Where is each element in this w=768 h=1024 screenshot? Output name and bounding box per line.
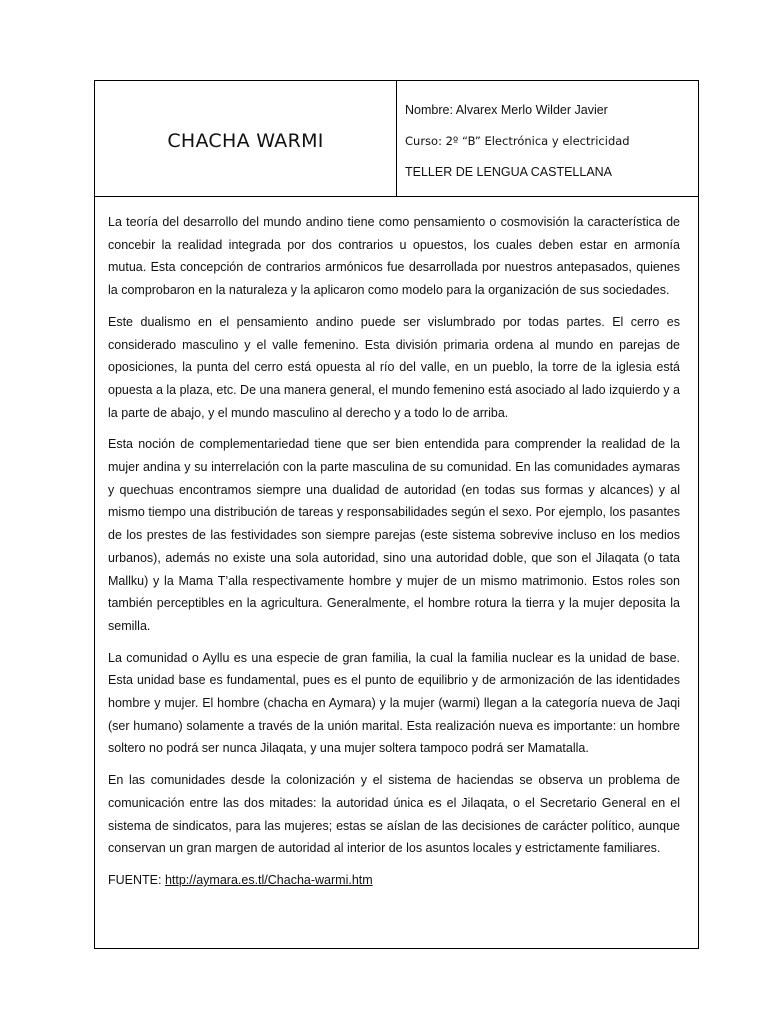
student-name: Nombre: Alvarex Merlo Wilder Javier bbox=[405, 103, 608, 117]
document-body bbox=[108, 211, 680, 891]
title-cell bbox=[95, 81, 397, 196]
student-info bbox=[405, 103, 695, 196]
paragraph-2: Este dualismo en el pensamiento andino puede ser vislumbrado por todas partes. El cerro es considerado masculino y el valle femenino. Esta división primaria ordena al mundo en parejas de oposiciones, la punta del cerro está opuesta al río del valle, en un pueblo, la torre de la iglesia está opuesta a la plaza, etc. De una manera general, el mundo femenino está asociado al lado izquierdo y a la parte de abajo, y el mundo masculino al derecho y a todo lo de arriba. bbox=[108, 314, 680, 420]
paragraph-1: La teoría del desarrollo del mundo andino tiene como pensamiento o cosmovisión la característica de concebir la realidad integrada por dos contrarios u opuestos, los cuales deben estar en armonía mutua. Esta concepción de contrarios armónicos fue desarrollada por nuestros antepasados, quienes la comprobaron en la naturaleza y la aplicaron como modelo para la organización de sus sociedades. bbox=[108, 215, 680, 298]
paragraph-5: En las comunidades desde la colonización y el sistema de haciendas se observa un problema de comunicación entre las dos mitades: la autoridad única es el Jilaqata, o el Secretario General en el sistema de sindicatos, para las mujeres; estas se aíslan de las decisiones de carácter político, aunque conservan un gran margen de autoridad al interior de los asuntos locales y estrictamente familiares. bbox=[108, 773, 680, 856]
paragraph-3: Esta noción de complementariedad tiene que ser bien entendida para comprender la realidad de la mujer andina y su interrelación con la parte masculina de su comunidad. En las comunidades aymaras y quechuas encontramos siempre una dualidad de autoridad (en todas sus formas y alcances) y al mismo tiempo una distribución de tareas y responsabilidades según el sexo. Por ejemplo, los pasantes de los prestes de las festividades son siempre parejas (este sistema sobrevive incluso en los medios urbanos), además no existe una sola autoridad, sino una autoridad doble, que son el Jilaqata (o tata Mallku) y la Mama T’alla respectivamente hombre y mujer de un mismo matrimonio. Estos roles son también perceptibles en la agricultura. Generalmente, el hombre rotura la tierra y la mujer deposita la semilla. bbox=[108, 437, 680, 633]
document-frame bbox=[94, 80, 699, 949]
source-line bbox=[108, 869, 680, 891]
student-course: Curso: 2º “B” Electrónica y electricidad bbox=[405, 134, 630, 148]
source-label: FUENTE: bbox=[108, 872, 165, 887]
header-table bbox=[95, 81, 698, 197]
paragraph-4: La comunidad o Ayllu es una especie de gran familia, la cual la familia nuclear es la unidad de base. Esta unidad base es fundamental, pues es el punto de equilibrio y de armonización de las identidades hombre y mujer. El hombre (chacha en Aymara) y la mujer (warmi) llegan a la categoría nueva de Jaqi (ser humano) solamente a través de la unión marital. Esta realización nueva es importante: un hombre soltero no podrá ser nunca Jilaqata, y una mujer soltera tampoco podrá ser Mamatalla. bbox=[108, 650, 680, 756]
document-title: CHACHA WARMI bbox=[167, 129, 324, 152]
workshop-name: TELLER DE LENGUA CASTELLANA bbox=[405, 165, 613, 179]
source-link[interactable]: http://aymara.es.tl/Chacha-warmi.htm bbox=[164, 872, 373, 887]
